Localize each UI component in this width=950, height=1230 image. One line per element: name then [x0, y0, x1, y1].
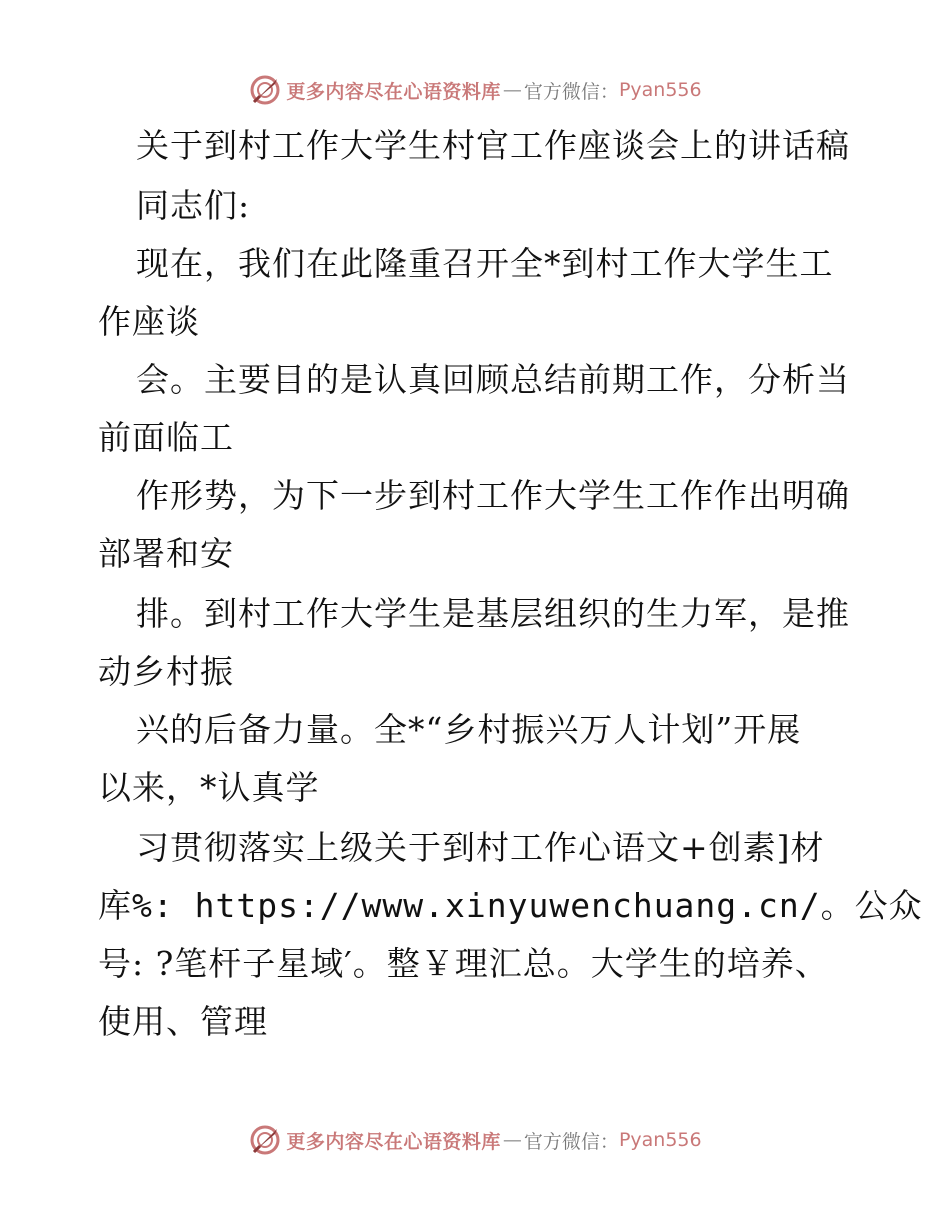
text-line-12: 库%: https://www.xinyuwenchuang.cn/。公众	[98, 886, 923, 925]
header-banner	[0, 70, 950, 110]
salutation: 同志们:	[136, 186, 251, 225]
text-line-10: 以来，*认真学	[98, 768, 320, 807]
text-line-8: 动乡村振	[98, 652, 234, 691]
text-line-4: 前面临工	[98, 418, 234, 457]
banner-brand-text: 更多内容尽在心语资料库	[286, 80, 501, 103]
banner-official-label: 官方微信：	[523, 80, 619, 103]
text-line-13: 号: ?笔杆子星域′。整￥理汇总。大学生的培养、	[98, 944, 829, 983]
banner-wechat-id: Pyan556	[618, 79, 702, 101]
text-line-11: 习贯彻落实上级关于到村工作心语文+创素]材	[136, 828, 825, 867]
text-line-9: 兴的后备力量。全*“乡村振兴万人计划”开展	[136, 710, 802, 749]
text-line-1: 现在，我们在此隆重召开全*到村工作大学生工	[136, 244, 834, 283]
banner-wechat-id: Pyan556	[618, 1129, 702, 1151]
brand-logo-icon	[248, 1123, 282, 1157]
text-line-14: 使用、管理	[98, 1002, 268, 1041]
text-line-7: 排。到村工作大学生是基层组织的生力军，是推	[136, 594, 850, 633]
document-title: 关于到村工作大学生村官工作座谈会上的讲话稿	[136, 126, 850, 165]
text-line-2: 作座谈	[98, 302, 200, 341]
brand-logo-icon	[248, 73, 282, 107]
banner-official-label: 官方微信：	[523, 1130, 619, 1153]
text-line-5: 作形势，为下一步到村工作大学生工作作出明确	[136, 476, 850, 515]
text-line-6: 部署和安	[98, 534, 234, 573]
banner-brand-text: 更多内容尽在心语资料库	[286, 1130, 501, 1153]
footer-banner	[0, 1120, 950, 1160]
text-line-3: 会。主要目的是认真回顾总结前期工作，分析当	[136, 360, 850, 399]
banner-separator: —	[502, 1129, 522, 1151]
banner-separator: —	[502, 79, 522, 101]
